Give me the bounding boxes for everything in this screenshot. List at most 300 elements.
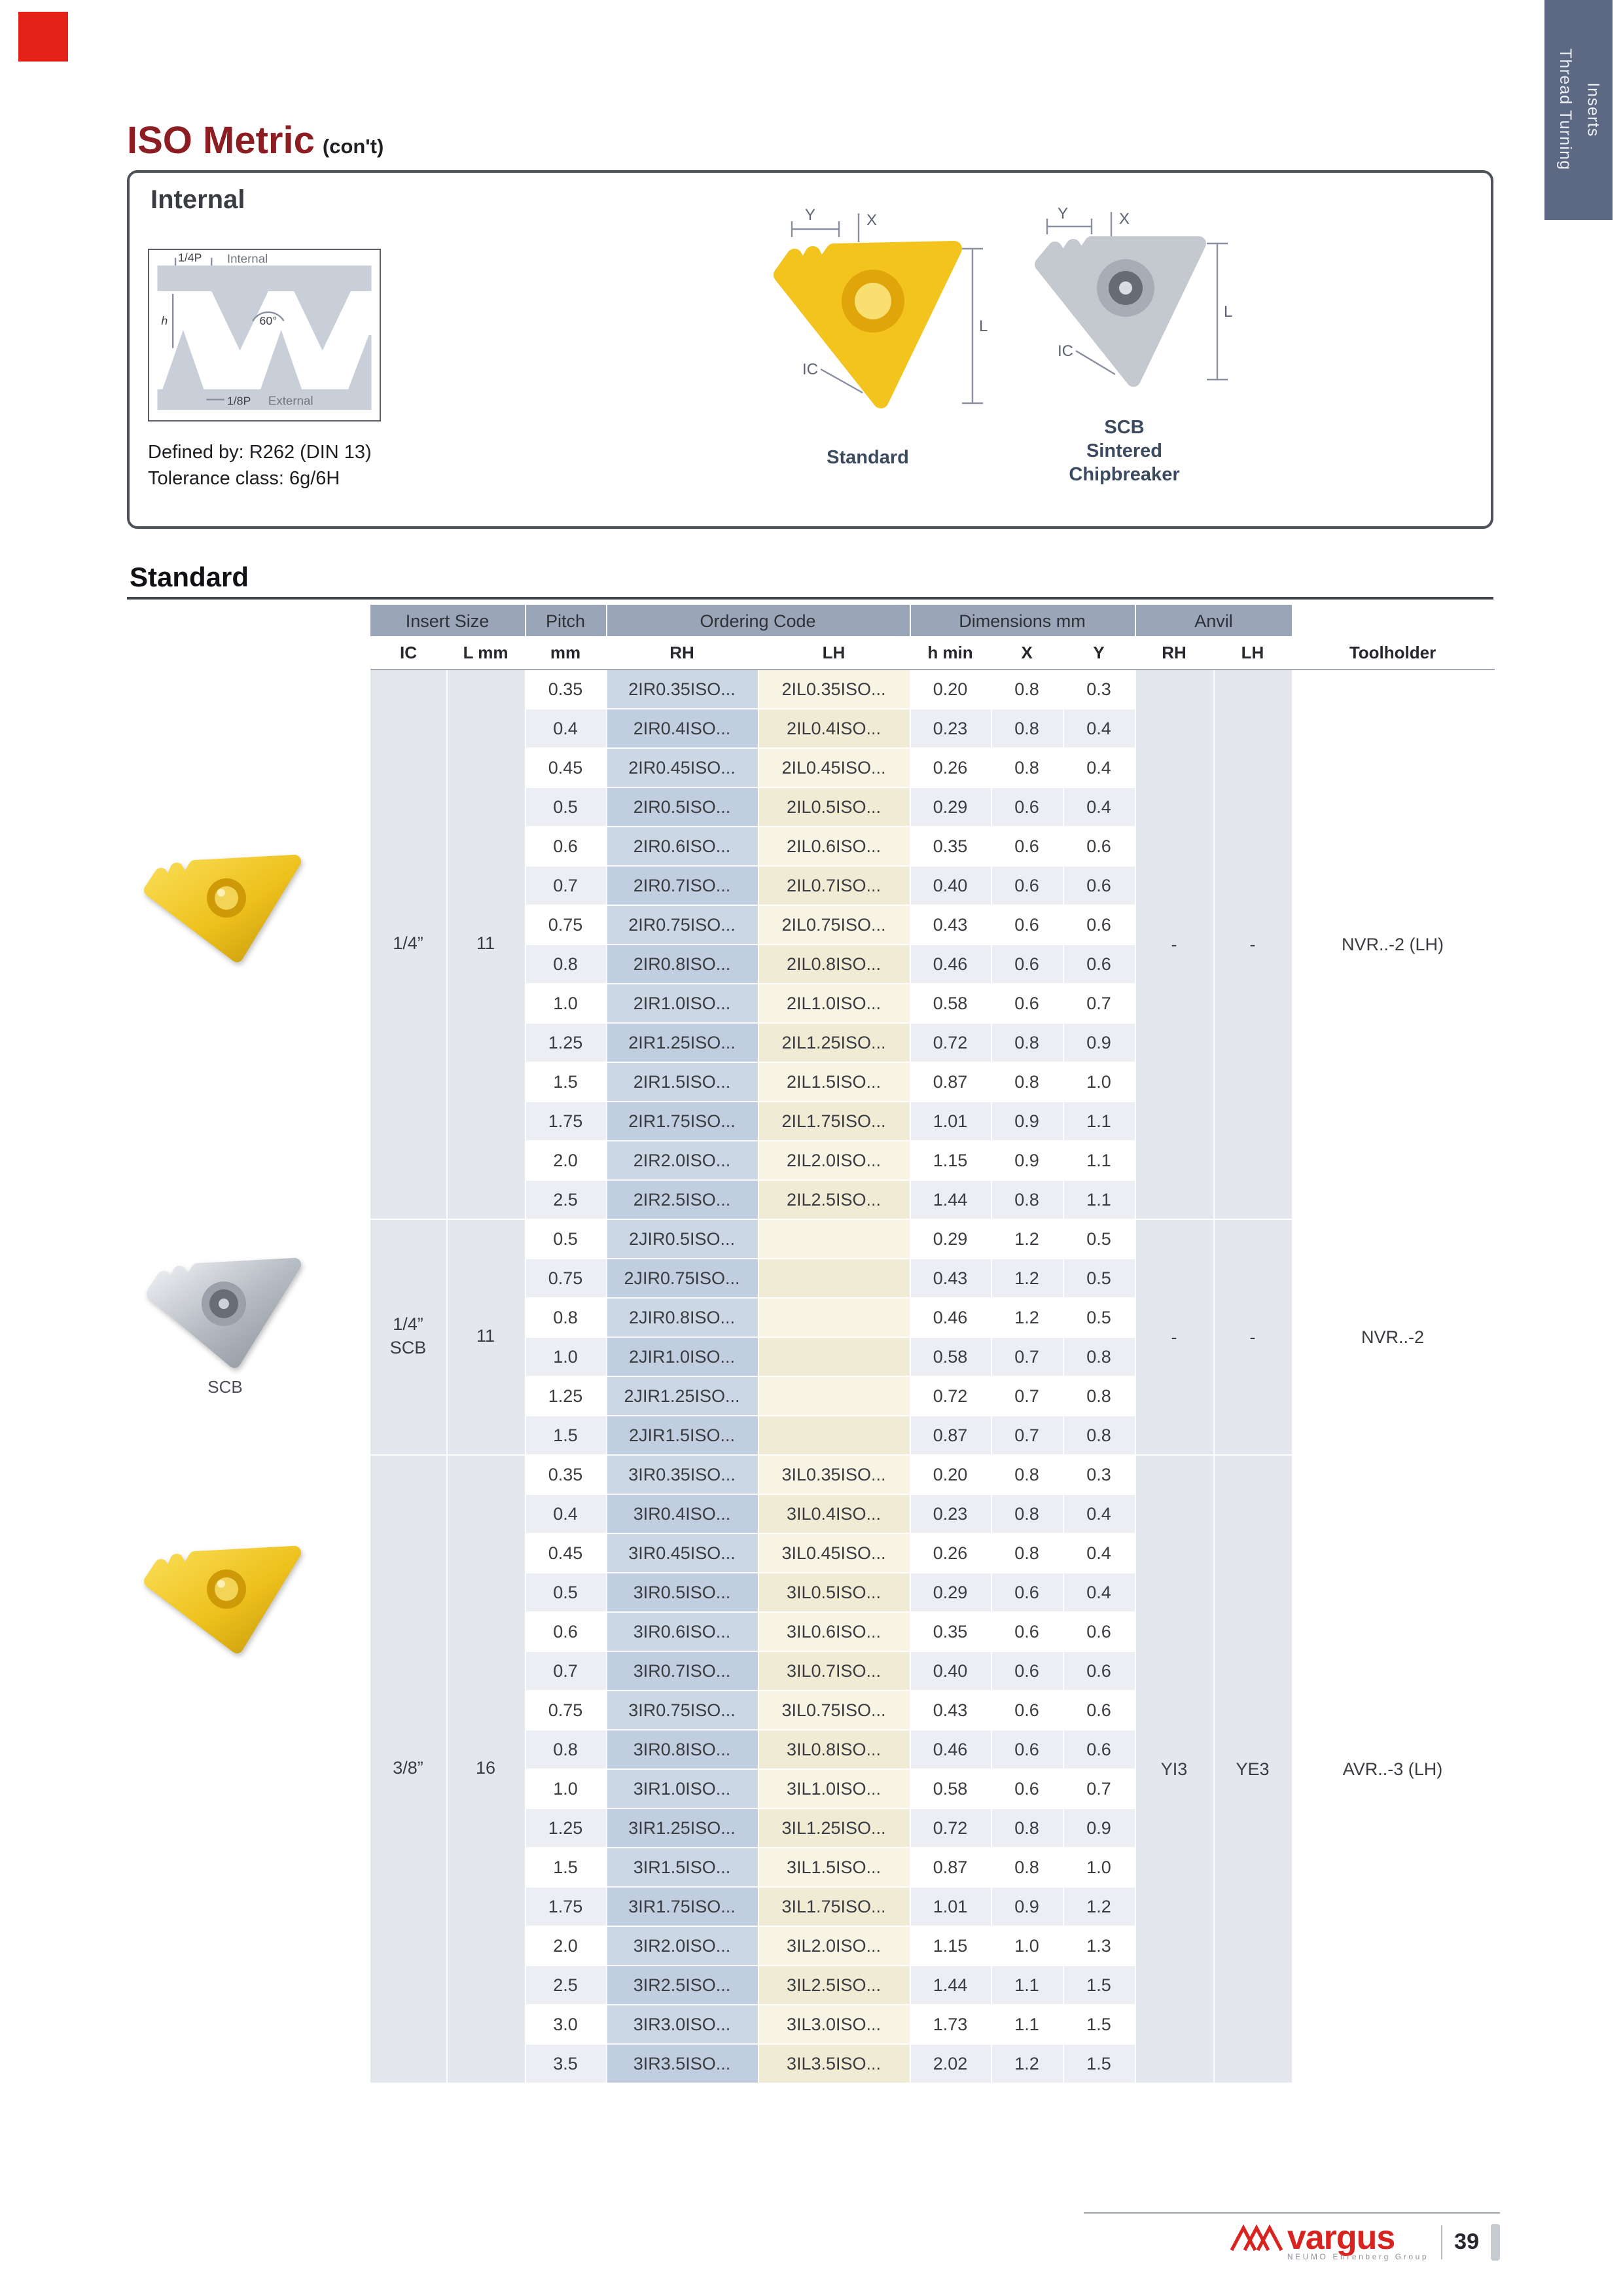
header-insert-size: Insert Size [370, 605, 525, 636]
dim-h-min-cell: 1.44 [910, 1965, 991, 2004]
ordering-code-rh-cell: 2IR1.75ISO... [606, 1101, 758, 1140]
pitch-cell: 2.5 [525, 1965, 606, 2004]
dim-y-cell: 0.9 [1063, 1022, 1135, 1062]
pitch-cell: 3.5 [525, 2043, 606, 2083]
col-anvil-lh: LH [1213, 636, 1292, 669]
pitch-cell: 0.6 [525, 1611, 606, 1651]
pitch-cell: 3.0 [525, 2004, 606, 2043]
pitch-cell: 0.5 [525, 787, 606, 826]
table-group-header-row [370, 605, 1493, 636]
dim-x-cell: 0.8 [991, 1533, 1063, 1572]
ordering-code-rh-cell: 3IR3.0ISO... [606, 2004, 758, 2043]
ordering-code-lh-cell: 3IL0.4ISO... [758, 1494, 910, 1533]
anvil-lh-cell: - [1213, 1219, 1292, 1454]
dim-h-min-cell: 0.58 [910, 1768, 991, 1808]
ordering-code-rh-cell: 3IR1.5ISO... [606, 1847, 758, 1886]
dim-x-cell: 1.0 [991, 1926, 1063, 1965]
dim-y-cell: 0.6 [1063, 826, 1135, 865]
pitch-cell: 0.7 [525, 865, 606, 905]
header-dimensions: Dimensions mm [910, 605, 1135, 636]
ordering-code-lh-cell: 3IL0.8ISO... [758, 1729, 910, 1768]
dim-x-cell: 1.2 [991, 1297, 1063, 1336]
diagram-quarter-pitch-label: 1/4P [178, 251, 202, 264]
vargus-logo [1230, 2217, 1429, 2263]
pitch-cell: 0.8 [525, 1297, 606, 1336]
ordering-code-lh-cell: 3IL2.0ISO... [758, 1926, 910, 1965]
ordering-code-rh-cell: 2IR0.45ISO... [606, 747, 758, 787]
ordering-code-rh-cell: 2IR2.0ISO... [606, 1140, 758, 1179]
insert-photo-standard-three-eighths [139, 1529, 312, 1653]
side-tab-thread-turning-inserts [1544, 0, 1613, 220]
dim-x-cell: 0.7 [991, 1376, 1063, 1415]
anvil-lh-cell: - [1213, 669, 1292, 1219]
dim-x-cell: 0.8 [991, 669, 1063, 708]
pitch-cell: 1.25 [525, 1376, 606, 1415]
col-rh-code: RH [606, 636, 758, 669]
dim-y-cell: 1.5 [1063, 2004, 1135, 2043]
table-row [370, 669, 1493, 708]
dim-h-min-cell: 0.87 [910, 1062, 991, 1101]
dim-y-cell: 0.6 [1063, 905, 1135, 944]
insert-size-ic-cell: 1/4” SCB [370, 1219, 446, 1454]
ordering-code-rh-cell: 3IR0.35ISO... [606, 1454, 758, 1494]
ordering-code-rh-cell: 3IR0.75ISO... [606, 1690, 758, 1729]
dim-h-min-cell: 0.40 [910, 865, 991, 905]
pitch-cell: 0.4 [525, 708, 606, 747]
pitch-cell: 2.0 [525, 1140, 606, 1179]
dim-h-min-cell: 0.29 [910, 1572, 991, 1611]
ordering-code-rh-cell: 2IR1.0ISO... [606, 983, 758, 1022]
anvil-rh-cell: YI3 [1135, 1454, 1213, 2083]
dim-y-cell: 0.6 [1063, 944, 1135, 983]
dim-x-cell: 0.8 [991, 1022, 1063, 1062]
dim-y-cell: 0.4 [1063, 1494, 1135, 1533]
ordering-code-rh-cell: 3IR0.5ISO... [606, 1572, 758, 1611]
col-y: Y [1063, 636, 1135, 669]
dim-x-cell: 0.6 [991, 983, 1063, 1022]
standard-insert-figure [734, 204, 1001, 470]
ordering-code-rh-cell: 3IR3.5ISO... [606, 2043, 758, 2083]
dim-x-cell: 0.6 [991, 865, 1063, 905]
ordering-code-lh-cell: 3IL0.7ISO... [758, 1651, 910, 1690]
pitch-cell: 0.8 [525, 1729, 606, 1768]
dim-h-min-cell: 0.29 [910, 787, 991, 826]
dim-y-cell: 0.5 [1063, 1219, 1135, 1258]
col-ic: IC [370, 636, 446, 669]
dim-l-label: L [1224, 303, 1233, 321]
dim-y-cell: 1.1 [1063, 1101, 1135, 1140]
dim-h-min-cell: 0.29 [910, 1219, 991, 1258]
dim-y-cell: 0.4 [1063, 1572, 1135, 1611]
header-toolholder-spacer [1292, 605, 1493, 636]
ordering-code-rh-cell: 2IR0.75ISO... [606, 905, 758, 944]
dim-y-cell: 0.4 [1063, 747, 1135, 787]
ordering-code-lh-cell: 3IL1.0ISO... [758, 1768, 910, 1808]
ordering-code-lh-cell [758, 1415, 910, 1454]
header-anvil: Anvil [1135, 605, 1292, 636]
pitch-cell: 0.75 [525, 1258, 606, 1297]
page-title-main: ISO Metric [127, 120, 315, 162]
dim-x-cell: 1.2 [991, 1219, 1063, 1258]
dim-h-min-cell: 0.20 [910, 669, 991, 708]
dim-x-cell: 0.8 [991, 1179, 1063, 1219]
anvil-lh-cell: YE3 [1213, 1454, 1292, 2083]
section-divider-rule [127, 597, 1493, 599]
footer-rule [1084, 2212, 1500, 2214]
pitch-cell: 0.45 [525, 747, 606, 787]
dim-x-cell: 0.8 [991, 1494, 1063, 1533]
col-x: X [991, 636, 1063, 669]
table-group-3 [370, 1454, 1493, 2083]
table-column-header-row [370, 636, 1493, 669]
tolerance-class-text: Tolerance class: 6g/6H [148, 469, 340, 490]
dim-h-min-cell: 0.23 [910, 708, 991, 747]
footer-divider [1440, 2225, 1442, 2259]
dim-h-min-cell: 0.20 [910, 1454, 991, 1494]
pitch-cell: 0.4 [525, 1494, 606, 1533]
ordering-code-lh-cell [758, 1376, 910, 1415]
dim-h-min-cell: 1.44 [910, 1179, 991, 1219]
dim-x-cell: 0.8 [991, 1847, 1063, 1886]
ordering-code-rh-cell: 3IR1.25ISO... [606, 1808, 758, 1847]
ordering-code-rh-cell: 2IR0.6ISO... [606, 826, 758, 865]
ordering-code-rh-cell: 2JIR1.5ISO... [606, 1415, 758, 1454]
scb-caption-line1: SCB [1104, 418, 1145, 439]
col-anvil-rh: RH [1135, 636, 1213, 669]
corner-logo-red-square [18, 12, 68, 62]
ordering-code-lh-cell: 3IL1.25ISO... [758, 1808, 910, 1847]
vargus-zigzag-icon [1230, 2223, 1285, 2254]
insert-size-l-cell: 16 [446, 1454, 525, 2083]
dim-x-cell: 0.6 [991, 826, 1063, 865]
defined-by-text: Defined by: R262 (DIN 13) [148, 442, 372, 463]
dim-y-cell: 1.0 [1063, 1062, 1135, 1101]
ordering-code-lh-cell: 2IL1.25ISO... [758, 1022, 910, 1062]
col-pitch-mm: mm [525, 636, 606, 669]
dim-x-cell: 1.2 [991, 2043, 1063, 2083]
insert-size-l-cell: 11 [446, 669, 525, 1219]
dim-y-cell: 1.5 [1063, 1965, 1135, 2004]
dim-y-cell: 0.8 [1063, 1415, 1135, 1454]
pitch-cell: 0.75 [525, 905, 606, 944]
dim-y-cell: 0.8 [1063, 1376, 1135, 1415]
ordering-code-rh-cell: 2JIR1.25ISO... [606, 1376, 758, 1415]
pitch-cell: 1.25 [525, 1022, 606, 1062]
dim-y-cell: 1.2 [1063, 1886, 1135, 1926]
dim-x-cell: 0.8 [991, 747, 1063, 787]
dim-y-cell: 1.1 [1063, 1140, 1135, 1179]
dim-x-cell: 0.6 [991, 1690, 1063, 1729]
dim-h-min-cell: 1.15 [910, 1140, 991, 1179]
dim-x-label: X [866, 211, 878, 229]
dim-h-min-cell: 1.15 [910, 1926, 991, 1965]
pitch-cell: 1.75 [525, 1886, 606, 1926]
standard-insert-drawing [737, 204, 999, 444]
ordering-code-lh-cell: 3IL2.5ISO... [758, 1965, 910, 2004]
toolholder-cell: NVR..-2 [1292, 1219, 1493, 1454]
dim-x-cell: 1.1 [991, 1965, 1063, 2004]
ordering-code-rh-cell: 3IR0.7ISO... [606, 1651, 758, 1690]
ordering-code-lh-cell [758, 1219, 910, 1258]
ordering-code-rh-cell: 3IR0.45ISO... [606, 1533, 758, 1572]
pitch-cell: 0.6 [525, 826, 606, 865]
dim-y-cell: 0.5 [1063, 1258, 1135, 1297]
dim-x-cell: 0.8 [991, 1062, 1063, 1101]
dim-x-cell: 0.8 [991, 708, 1063, 747]
ordering-code-rh-cell: 2IR0.5ISO... [606, 787, 758, 826]
dim-y-cell: 0.6 [1063, 865, 1135, 905]
ordering-code-lh-cell: 3IL0.75ISO... [758, 1690, 910, 1729]
ordering-code-lh-cell: 2IL2.0ISO... [758, 1140, 910, 1179]
dim-h-min-cell: 1.01 [910, 1101, 991, 1140]
dim-y-cell: 0.9 [1063, 1808, 1135, 1847]
dim-y-cell: 0.6 [1063, 1690, 1135, 1729]
ordering-code-rh-cell: 3IR2.0ISO... [606, 1926, 758, 1965]
dim-y-cell: 0.3 [1063, 669, 1135, 708]
dim-x-cell: 0.6 [991, 1729, 1063, 1768]
footer-edge-marker [1491, 2224, 1500, 2261]
dim-x-cell: 0.6 [991, 1572, 1063, 1611]
diagram-internal-label: Internal [226, 251, 268, 266]
ordering-code-rh-cell: 3IR2.5ISO... [606, 1965, 758, 2004]
dim-l-label: L [979, 317, 988, 335]
standard-figure-caption: Standard [827, 448, 909, 469]
toolholder-cell: AVR..-3 (LH) [1292, 1454, 1493, 2083]
pitch-cell: 1.25 [525, 1808, 606, 1847]
insert-photo-standard-quarter-inch [139, 838, 312, 962]
dim-h-min-cell: 0.43 [910, 1258, 991, 1297]
dim-h-min-cell: 0.40 [910, 1651, 991, 1690]
dim-x-cell: 0.9 [991, 1140, 1063, 1179]
dim-h-min-cell: 0.72 [910, 1022, 991, 1062]
internal-section-box [127, 170, 1493, 529]
ordering-code-rh-cell: 2IR0.4ISO... [606, 708, 758, 747]
dim-h-min-cell: 0.46 [910, 1297, 991, 1336]
vargus-wordmark: vargus [1287, 2217, 1395, 2257]
page-footer [1084, 2212, 1500, 2262]
dim-x-label: X [1119, 210, 1130, 228]
ordering-code-lh-cell: 2IL0.75ISO... [758, 905, 910, 944]
ordering-code-lh-cell: 2IL0.35ISO... [758, 669, 910, 708]
ordering-code-rh-cell: 2IR1.5ISO... [606, 1062, 758, 1101]
dim-h-min-cell: 0.87 [910, 1847, 991, 1886]
col-toolholder: Toolholder [1292, 636, 1493, 669]
dim-x-cell: 0.6 [991, 905, 1063, 944]
ordering-code-rh-cell: 2JIR0.8ISO... [606, 1297, 758, 1336]
dim-h-min-cell: 0.58 [910, 983, 991, 1022]
dim-x-cell: 0.6 [991, 787, 1063, 826]
ordering-code-rh-cell: 2IR0.7ISO... [606, 865, 758, 905]
table-row [370, 1454, 1493, 1494]
ordering-code-rh-cell: 3IR0.6ISO... [606, 1611, 758, 1651]
insert-photo-scb [139, 1241, 312, 1397]
pitch-cell: 0.45 [525, 1533, 606, 1572]
ordering-code-lh-cell: 2IL1.75ISO... [758, 1101, 910, 1140]
ordering-code-lh-cell: 2IL0.8ISO... [758, 944, 910, 983]
dim-y-cell: 0.6 [1063, 1729, 1135, 1768]
thread-profile-diagram [148, 249, 381, 422]
col-lh-code: LH [758, 636, 910, 669]
page-number: 39 [1454, 2229, 1479, 2255]
pitch-cell: 1.0 [525, 983, 606, 1022]
table-row [370, 1219, 1493, 1258]
ordering-code-lh-cell: 2IL2.5ISO... [758, 1179, 910, 1219]
dim-y-cell: 0.7 [1063, 983, 1135, 1022]
dim-h-min-cell: 0.46 [910, 944, 991, 983]
ordering-code-lh-cell: 3IL1.5ISO... [758, 1847, 910, 1886]
ordering-code-lh-cell: 2IL0.7ISO... [758, 865, 910, 905]
dim-h-min-cell: 0.43 [910, 1690, 991, 1729]
pitch-cell: 0.5 [525, 1572, 606, 1611]
diagram-angle-label: 60° [259, 314, 277, 328]
pitch-cell: 1.75 [525, 1101, 606, 1140]
dim-h-min-cell: 0.43 [910, 905, 991, 944]
internal-section-title: Internal [151, 186, 245, 215]
dim-h-min-cell: 1.01 [910, 1886, 991, 1926]
side-tab-text [1551, 49, 1607, 171]
dim-y-cell: 1.0 [1063, 1847, 1135, 1886]
ordering-code-rh-cell: 2IR0.35ISO... [606, 669, 758, 708]
dim-x-cell: 1.1 [991, 2004, 1063, 2043]
table-group-1 [370, 669, 1493, 1219]
dim-h-min-cell: 0.87 [910, 1415, 991, 1454]
header-ordering-code: Ordering Code [606, 605, 910, 636]
dim-h-min-cell: 0.35 [910, 826, 991, 865]
dim-h-min-cell: 0.58 [910, 1336, 991, 1376]
ordering-code-lh-cell: 3IL3.0ISO... [758, 2004, 910, 2043]
ordering-code-lh-cell: 3IL1.75ISO... [758, 1886, 910, 1926]
insert-size-ic-cell: 3/8” [370, 1454, 446, 2083]
ordering-code-lh-cell [758, 1297, 910, 1336]
section-title-standard: Standard [130, 563, 249, 593]
dim-h-min-cell: 1.73 [910, 2004, 991, 2043]
diagram-external-label: External [268, 393, 313, 408]
pitch-cell: 1.5 [525, 1062, 606, 1101]
pitch-cell: 0.5 [525, 1219, 606, 1258]
ordering-code-rh-cell: 2IR2.5ISO... [606, 1179, 758, 1219]
dim-x-cell: 1.2 [991, 1258, 1063, 1297]
dim-x-cell: 0.7 [991, 1336, 1063, 1376]
dim-x-cell: 0.8 [991, 1808, 1063, 1847]
pitch-cell: 1.5 [525, 1847, 606, 1886]
ordering-code-rh-cell: 3IR1.75ISO... [606, 1886, 758, 1926]
scb-caption-line2: Sintered [1086, 441, 1162, 463]
ordering-code-rh-cell: 2JIR1.0ISO... [606, 1336, 758, 1376]
dim-h-min-cell: 0.46 [910, 1729, 991, 1768]
scb-insert-figure [999, 204, 1250, 488]
ordering-code-lh-cell: 2IL0.4ISO... [758, 708, 910, 747]
ordering-code-rh-cell: 3IR0.8ISO... [606, 1729, 758, 1768]
dim-y-cell: 0.4 [1063, 708, 1135, 747]
ordering-code-lh-cell [758, 1258, 910, 1297]
ordering-code-rh-cell: 2JIR0.75ISO... [606, 1258, 758, 1297]
pitch-cell: 2.5 [525, 1179, 606, 1219]
dim-x-cell: 0.6 [991, 944, 1063, 983]
pitch-cell: 0.8 [525, 944, 606, 983]
dim-x-cell: 0.6 [991, 1611, 1063, 1651]
ordering-code-lh-cell: 2IL0.45ISO... [758, 747, 910, 787]
ordering-code-lh-cell: 2IL1.0ISO... [758, 983, 910, 1022]
dim-y-cell: 0.6 [1063, 1651, 1135, 1690]
header-pitch: Pitch [525, 605, 606, 636]
dim-y-cell: 1.5 [1063, 2043, 1135, 2083]
ordering-code-lh-cell: 3IL0.5ISO... [758, 1572, 910, 1611]
ordering-code-lh-cell: 2IL1.5ISO... [758, 1062, 910, 1101]
standard-table [370, 605, 1494, 2083]
dim-y-cell: 1.3 [1063, 1926, 1135, 1965]
dim-y-cell: 0.8 [1063, 1336, 1135, 1376]
col-h-min: h min [910, 636, 991, 669]
diagram-eighth-pitch-label: 1/8P [226, 394, 251, 408]
anvil-rh-cell: - [1135, 669, 1213, 1219]
scb-figure-caption [999, 416, 1250, 488]
dim-h-min-cell: 2.02 [910, 2043, 991, 2083]
scb-caption-line3: Chipbreaker [1069, 465, 1180, 486]
insert-size-ic-cell: 1/4” [370, 669, 446, 1219]
dim-h-min-cell: 0.26 [910, 747, 991, 787]
page-title [127, 115, 383, 164]
pitch-cell: 0.35 [525, 1454, 606, 1494]
ordering-code-lh-cell: 3IL0.6ISO... [758, 1611, 910, 1651]
ordering-code-lh-cell: 3IL0.35ISO... [758, 1454, 910, 1494]
table-group-2 [370, 1219, 1493, 1454]
pitch-cell: 1.0 [525, 1768, 606, 1808]
pitch-cell: 0.35 [525, 669, 606, 708]
col-l-mm: L mm [446, 636, 525, 669]
dim-x-cell: 0.8 [991, 1454, 1063, 1494]
ordering-code-rh-cell: 3IR1.0ISO... [606, 1768, 758, 1808]
dim-y-cell: 1.1 [1063, 1179, 1135, 1219]
dim-y-label: Y [805, 206, 816, 224]
ordering-code-rh-cell: 2JIR0.5ISO... [606, 1219, 758, 1258]
dim-h-min-cell: 0.72 [910, 1376, 991, 1415]
dim-h-min-cell: 0.35 [910, 1611, 991, 1651]
page-title-suffix: (con't) [322, 136, 384, 158]
ordering-code-lh-cell: 2IL0.5ISO... [758, 787, 910, 826]
pitch-cell: 2.0 [525, 1926, 606, 1965]
pitch-cell: 1.5 [525, 1415, 606, 1454]
dim-h-min-cell: 0.23 [910, 1494, 991, 1533]
dim-h-min-cell: 0.26 [910, 1533, 991, 1572]
dim-y-label: Y [1058, 205, 1069, 223]
dim-y-cell: 0.3 [1063, 1454, 1135, 1494]
dim-y-cell: 0.4 [1063, 1533, 1135, 1572]
dim-ic-label: IC [1058, 342, 1073, 360]
dim-y-cell: 0.7 [1063, 1768, 1135, 1808]
diagram-h-label: h [161, 314, 168, 328]
dim-x-cell: 0.6 [991, 1768, 1063, 1808]
ordering-code-lh-cell: 2IL0.6ISO... [758, 826, 910, 865]
toolholder-cell: NVR..-2 (LH) [1292, 669, 1493, 1219]
ordering-code-rh-cell: 2IR1.25ISO... [606, 1022, 758, 1062]
insert-size-l-cell: 11 [446, 1219, 525, 1454]
thread-profile-drawing [149, 250, 380, 420]
pitch-cell: 0.7 [525, 1651, 606, 1690]
vargus-subtext: NEUMO Ehrenberg Group [1287, 2254, 1429, 2263]
dim-x-cell: 0.9 [991, 1101, 1063, 1140]
dim-y-cell: 0.4 [1063, 787, 1135, 826]
ordering-code-lh-cell: 3IL0.45ISO... [758, 1533, 910, 1572]
dim-y-cell: 0.6 [1063, 1611, 1135, 1651]
pitch-cell: 0.75 [525, 1690, 606, 1729]
side-tab-line2: Inserts [1584, 82, 1603, 137]
table-header [370, 605, 1493, 669]
ordering-code-rh-cell: 3IR0.4ISO... [606, 1494, 758, 1533]
scb-insert-drawing [1000, 204, 1249, 414]
ordering-code-lh-cell: 3IL3.5ISO... [758, 2043, 910, 2083]
dim-x-cell: 0.6 [991, 1651, 1063, 1690]
ordering-code-rh-cell: 2IR0.8ISO... [606, 944, 758, 983]
